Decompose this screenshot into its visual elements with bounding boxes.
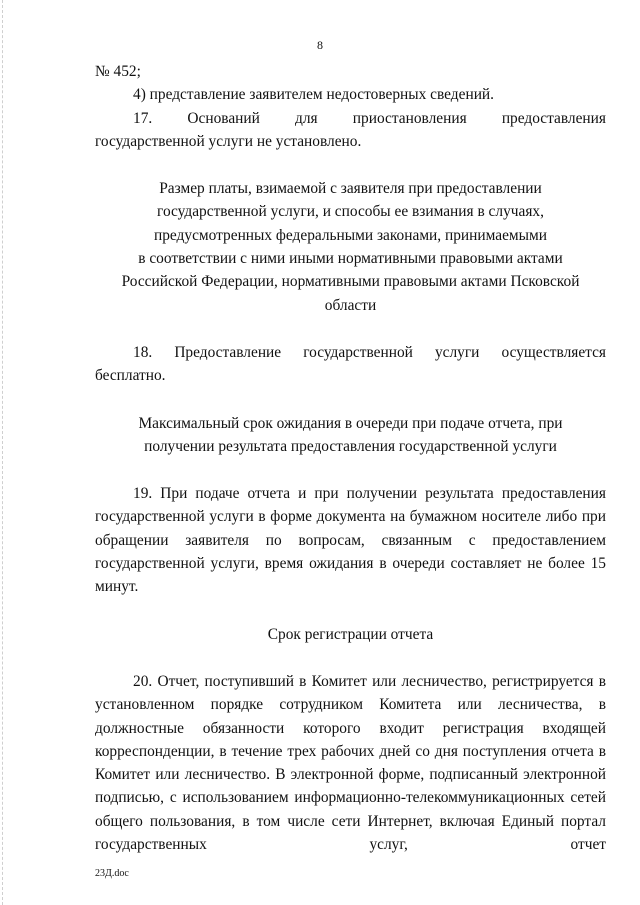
page-edge-line: [2, 0, 4, 905]
page-number: 8: [317, 38, 323, 52]
section-heading-queue: [95, 412, 606, 459]
spacer: [95, 646, 606, 670]
section-heading-registration: Срок регистрации отчета: [267, 625, 434, 643]
spacer: [95, 599, 606, 623]
section-heading-fee: [95, 177, 606, 317]
paragraph-17-line-2: государственной услуги не установлено.: [95, 132, 362, 150]
spacer: [95, 317, 606, 341]
heading-line: области: [324, 296, 377, 314]
heading-line: государственной услуги, и способы ее взимания в случаях,: [157, 203, 544, 221]
heading-line: в соответствии с ними иными нормативными правовыми актами: [138, 250, 563, 268]
heading-line: предусмотренных федеральными законами, принимаемыми: [153, 226, 547, 244]
document-body: [95, 60, 606, 856]
paragraph-18-line-2: бесплатно.: [95, 367, 166, 385]
heading-line: получении результата предоставления государственной услуги: [144, 437, 557, 455]
spacer: [95, 388, 606, 412]
heading-line: Максимальный срок ожидания в очереди при подаче отчета, при: [138, 414, 563, 432]
heading-line: Размер платы, взимаемой с заявителя при предоставлении: [159, 180, 542, 198]
paragraph-19: 19. При подаче отчета и при получении результата предоставления государственной услуги в форме документа на бумажном носителе либо при обращении заявителя по вопросам, связанным с предоставлением государственной услуги, время ожидания в очереди составляет не более 15 минут.: [95, 485, 606, 596]
paragraph-17-line-1: 17. Оснований для приостановления предоставления: [133, 109, 606, 127]
paragraph-continuation: № 452;: [95, 63, 141, 80]
spacer: [95, 153, 606, 177]
spacer: [95, 458, 606, 482]
footer-filename: 23Д.doc: [95, 868, 129, 879]
paragraph-18-line-1: 18. Предоставление государственной услуги осуществляется: [133, 343, 606, 361]
paragraph-20: 20. Отчет, поступивший в Комитет или лесничество, регистрируется в установленном порядке сотрудником Комитета или лесничества, в должностные обязанности которого входит регистрация входящей корреспонденции, в течение трех рабочих дней со дня поступления отчета в Комитет или лесничество. В электронной форме, подписанный электронной подписью, с использованием информационно-телекоммуникационных сетей общего пользования, в том числе сети Интернет, включая Единый портал государственных услуг, отчет: [95, 672, 606, 854]
list-item-4: 4) представление заявителем недостоверных сведений.: [133, 86, 495, 104]
heading-line: Российской Федерации, нормативными правовыми актами Псковской: [121, 273, 580, 291]
